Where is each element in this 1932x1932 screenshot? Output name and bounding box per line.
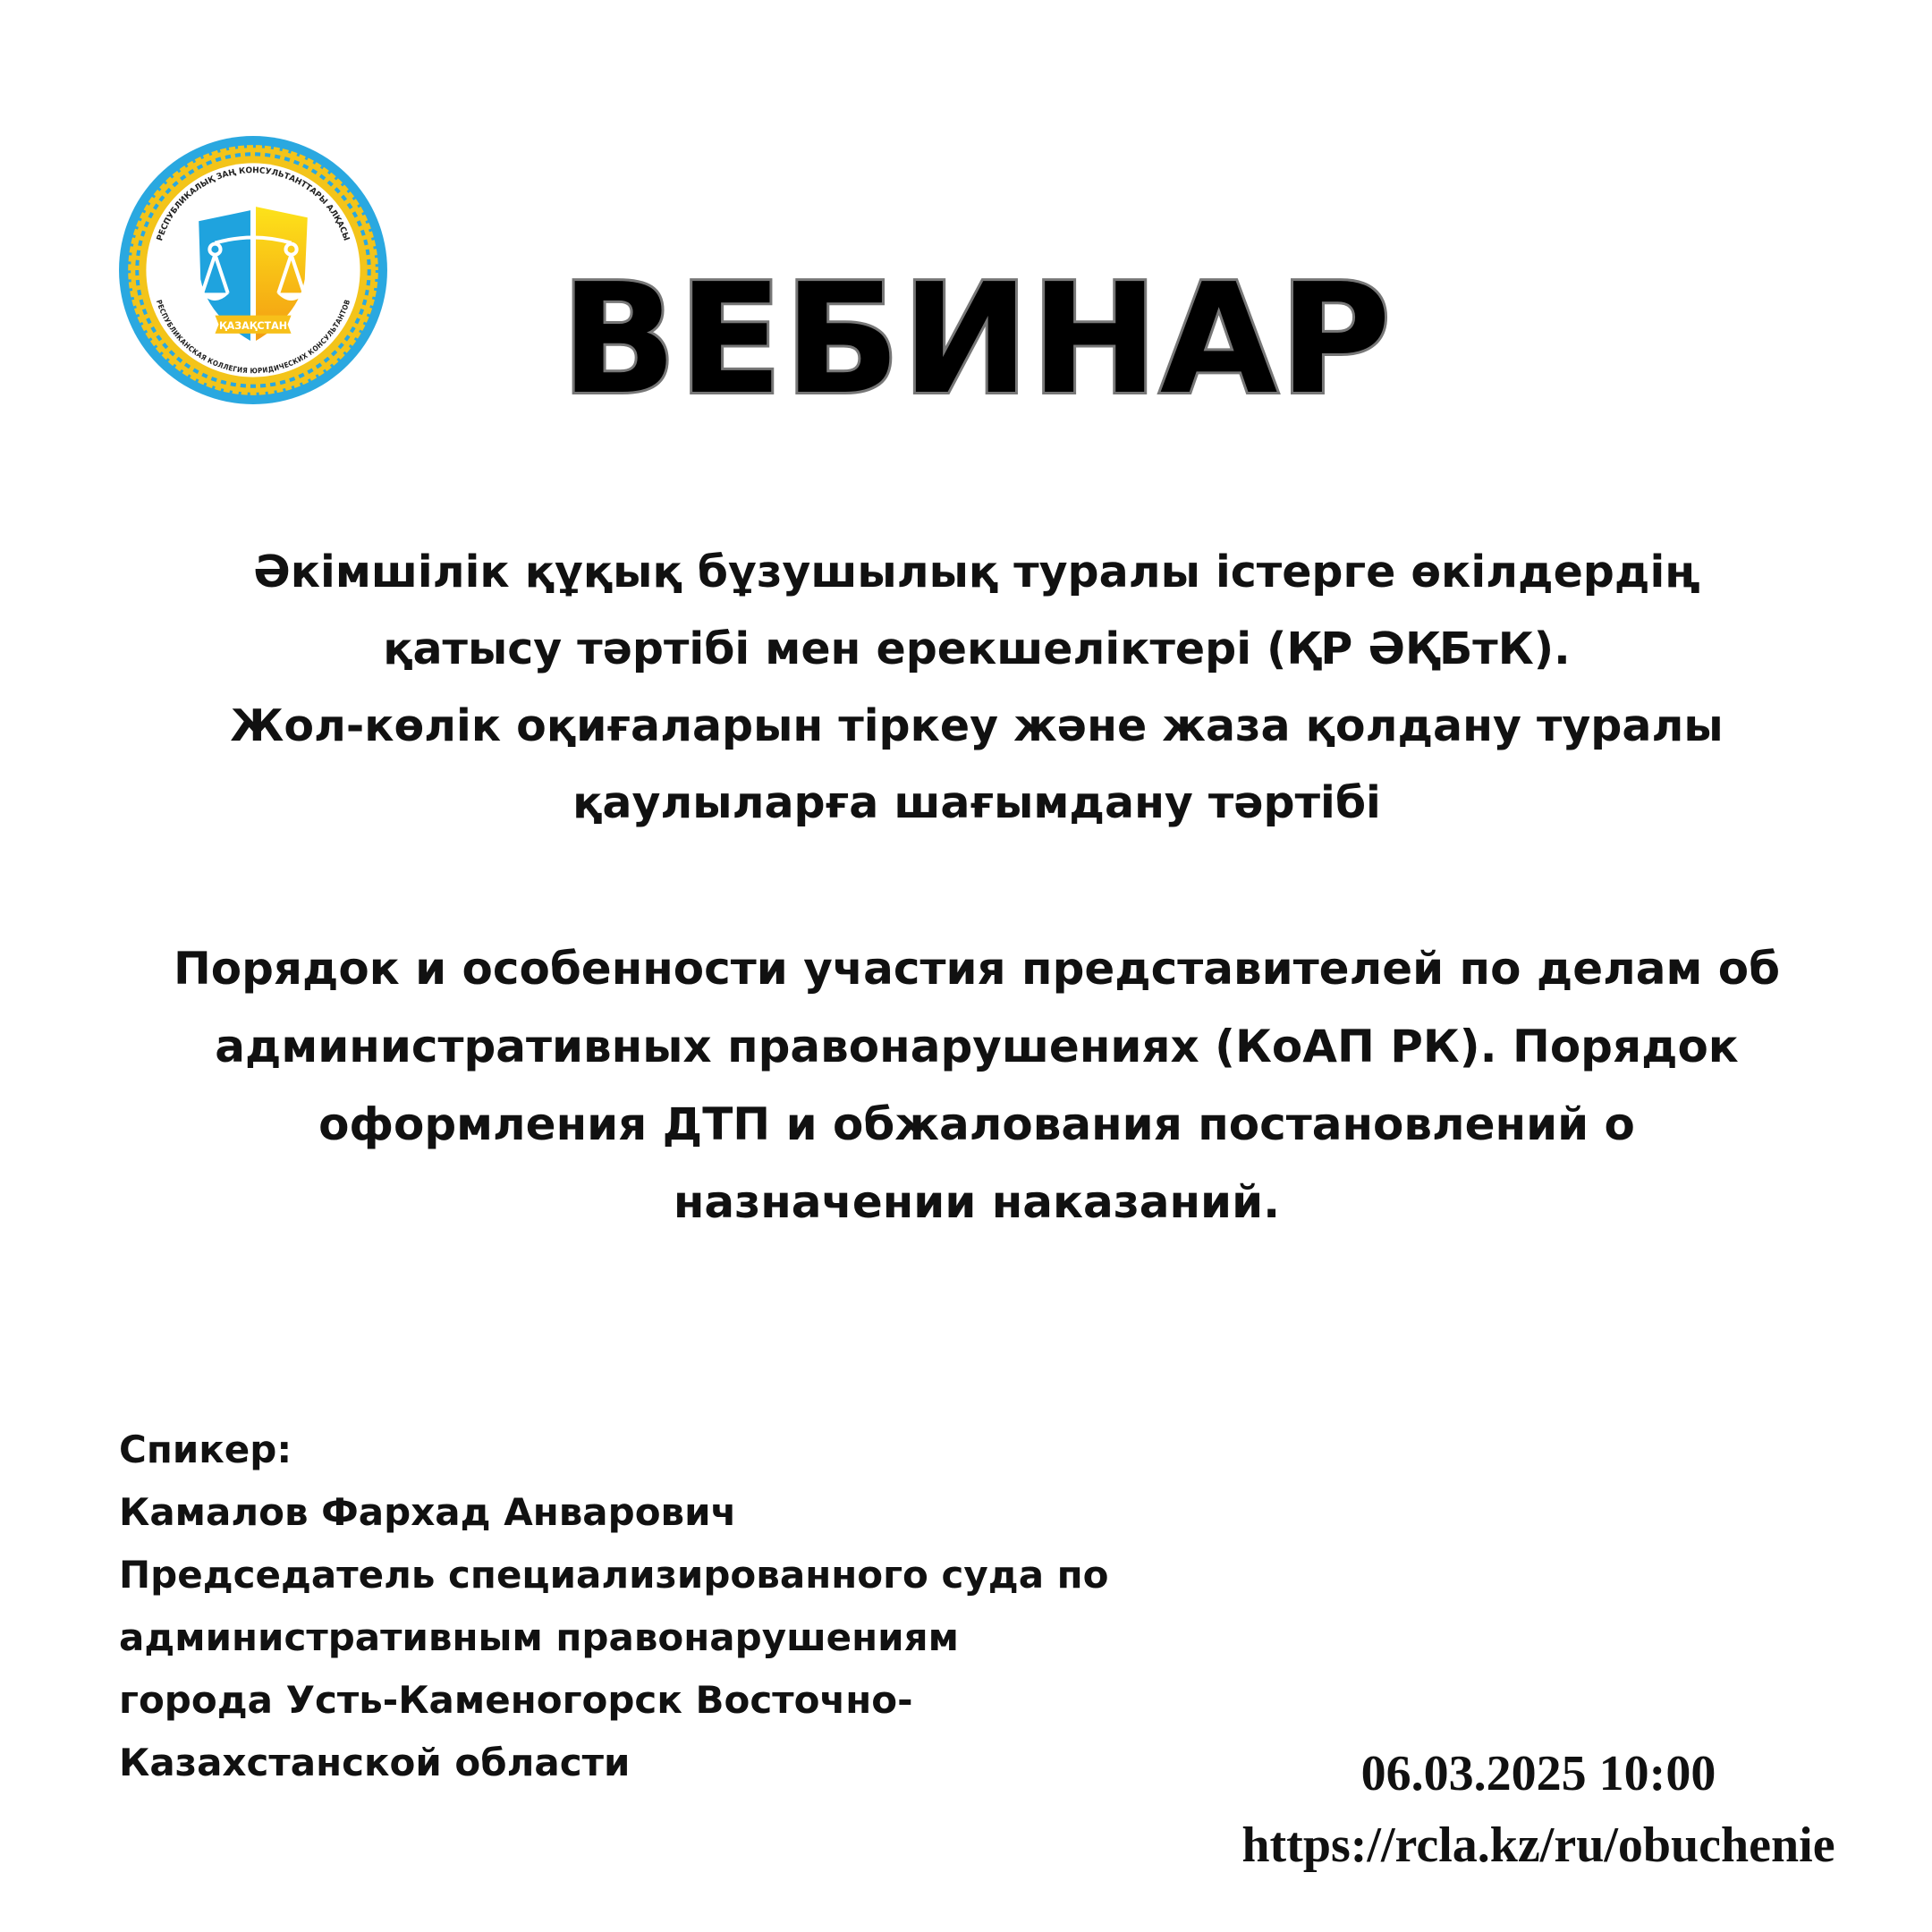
topic-russian-line: Порядок и особенности участия представителей по делам об xyxy=(173,943,1781,995)
registration-link[interactable]: https://rcla.kz/ru/obuchenie xyxy=(1241,1818,1835,1873)
topic-russian-line: административных правонарушениях (КоАП РК). Порядок xyxy=(215,1021,1739,1072)
topic-kazakh-line: Әкімшілік құқық бұзушылық туралы істерге өкілдердің xyxy=(253,547,1700,597)
topic-russian-line: оформления ДТП и обжалования постановлений о xyxy=(318,1098,1635,1150)
speaker-position-line: Председатель специализированного суда по xyxy=(119,1553,1109,1597)
webinar-datetime: 06.03.2025 10:00 xyxy=(1360,1746,1716,1801)
topic-kazakh-line: қаулыларға шағымдану тәртібі xyxy=(572,777,1381,828)
svg-text:РЕСПУБЛИКАЛЫҚ ЗАҢ КОНСУЛЬТАНТТ: РЕСПУБЛИКАЛЫҚ ЗАҢ КОНСУЛЬТАНТТАРЫ АЛҚАСЫ xyxy=(156,166,351,242)
page-title: ВЕБИНАР xyxy=(561,251,1393,428)
speaker-position-line: административным правонарушениям xyxy=(119,1615,959,1659)
topic-russian-line: назначении наказаний. xyxy=(673,1176,1281,1228)
speaker-name: Камалов Фархад Анварович xyxy=(119,1490,737,1534)
svg-text:РЕСПУБЛИКАНСКАЯ КОЛЛЕГИЯ ЮРИДИ: РЕСПУБЛИКАНСКАЯ КОЛЛЕГИЯ ЮРИДИЧЕСКИХ КОНСУЛЬТАНТОВ xyxy=(154,298,352,376)
speaker-position-line: города Усть-Каменогорск Восточно- xyxy=(119,1678,913,1722)
speaker-position-line: Казахстанской области xyxy=(119,1741,631,1784)
topic-kazakh-line: қатысу тәртібі мен ерекшеліктері (ҚР ӘҚБтК). xyxy=(383,623,1571,674)
svg-text:ҚАЗАҚСТАН: ҚАЗАҚСТАН xyxy=(218,319,288,332)
speaker-label: Спикер: xyxy=(119,1428,292,1471)
topic-kazakh-line: Жол-көлік оқиғаларын тіркеу және жаза қолдану туралы xyxy=(230,700,1724,751)
